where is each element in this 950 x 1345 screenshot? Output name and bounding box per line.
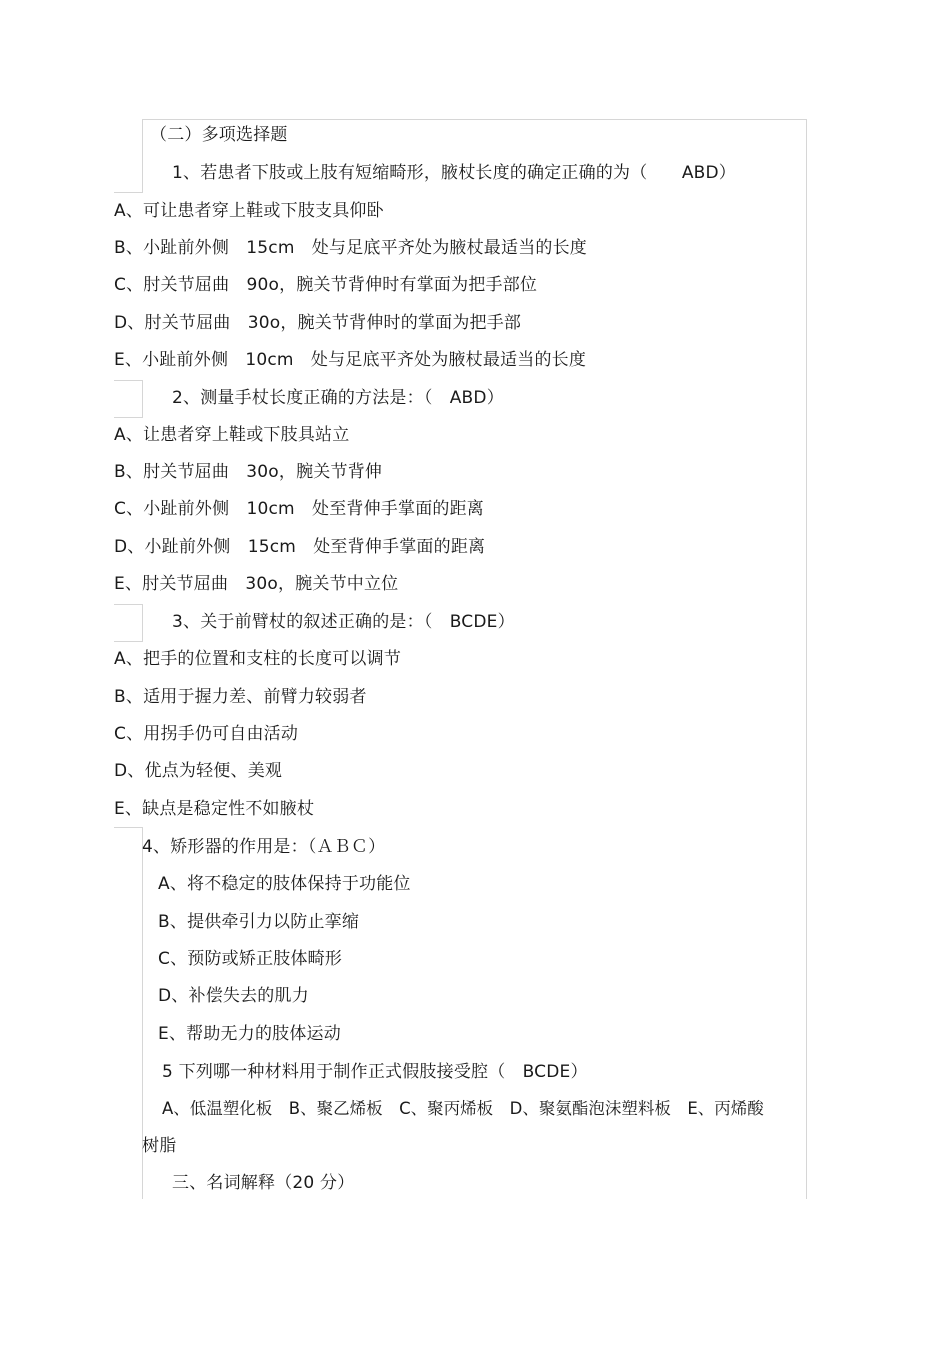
- question-4-option-c: C、预防或矫正肢体畸形: [158, 949, 343, 969]
- question-3-option-d: D、优点为轻便、美观: [114, 761, 283, 781]
- question-1-option-c: C、肘关节屈曲 90o，腕关节背伸时有掌面为把手部位: [114, 275, 538, 295]
- frame-tick: [114, 380, 143, 381]
- question-4-stem: 4、矫形器的作用是：（ＡＢＣ）: [142, 837, 386, 857]
- question-1-option-d: D、肘关节屈曲 30o，腕关节背伸时的掌面为把手部: [114, 313, 522, 333]
- question-5-options-continued: 树脂: [142, 1136, 177, 1156]
- question-1-stem: 1、若患者下肢或上肢有短缩畸形，腋杖长度的确定正确的为（ ABD）: [172, 163, 736, 183]
- question-4-option-b: B、提供牵引力以防止挛缩: [158, 912, 360, 932]
- section-heading: （二）多项选择题: [150, 125, 288, 145]
- question-2-option-e: E、肘关节屈曲 30o，腕关节中立位: [114, 574, 399, 594]
- question-2-option-a: A、让患者穿上鞋或下肢具站立: [114, 425, 350, 445]
- frame-tick: [114, 604, 143, 605]
- question-4-option-a: A、将不稳定的肢体保持于功能位: [158, 874, 411, 894]
- question-3-option-a: A、把手的位置和支柱的长度可以调节: [114, 649, 402, 669]
- frame-tick: [114, 641, 143, 642]
- frame-left-border: [142, 380, 143, 417]
- question-5-options: A、低温塑化板 B、聚乙烯板 C、聚丙烯板 D、聚氨酯泡沫塑料板 E、丙烯酸: [162, 1099, 764, 1118]
- question-2-option-c: C、小趾前外侧 10cm 处至背伸手掌面的距离: [114, 499, 485, 519]
- frame-top-border: [142, 119, 807, 120]
- frame-right-border: [806, 119, 807, 1199]
- question-4-option-d: D、补偿失去的肌力: [158, 986, 309, 1006]
- question-3-option-b: B、适用于握力差、前臂力较弱者: [114, 687, 367, 707]
- question-3-option-c: C、用拐手仍可自由活动: [114, 724, 299, 744]
- frame-tick: [114, 192, 143, 193]
- question-2-stem: 2、测量手杖长度正确的方法是：（ ABD）: [172, 388, 504, 408]
- frame-tick: [114, 417, 143, 418]
- question-5-stem: 5 下列哪一种材料用于制作正式假肢接受腔（ BCDE）: [162, 1062, 588, 1082]
- question-1-option-a: A、可让患者穿上鞋或下肢支具仰卧: [114, 201, 384, 221]
- question-3-stem: 3、关于前臂杖的叙述正确的是：（ BCDE）: [172, 612, 515, 632]
- frame-left-border: [142, 604, 143, 641]
- question-1-option-e: E、小趾前外侧 10cm 处与足底平齐处为腋杖最适当的长度: [114, 350, 587, 370]
- section-3-heading: 三、名词解释（20 分）: [172, 1173, 355, 1193]
- question-1-option-b: B、小趾前外侧 15cm 处与足底平齐处为腋杖最适当的长度: [114, 238, 587, 258]
- question-4-option-e: E、帮助无力的肢体运动: [158, 1024, 341, 1044]
- question-3-option-e: E、缺点是稳定性不如腋杖: [114, 799, 315, 819]
- question-2-option-d: D、小趾前外侧 15cm 处至背伸手掌面的距离: [114, 537, 486, 557]
- frame-left-border: [142, 119, 143, 192]
- frame-tick: [114, 827, 143, 828]
- question-2-option-b: B、肘关节屈曲 30o，腕关节背伸: [114, 462, 383, 482]
